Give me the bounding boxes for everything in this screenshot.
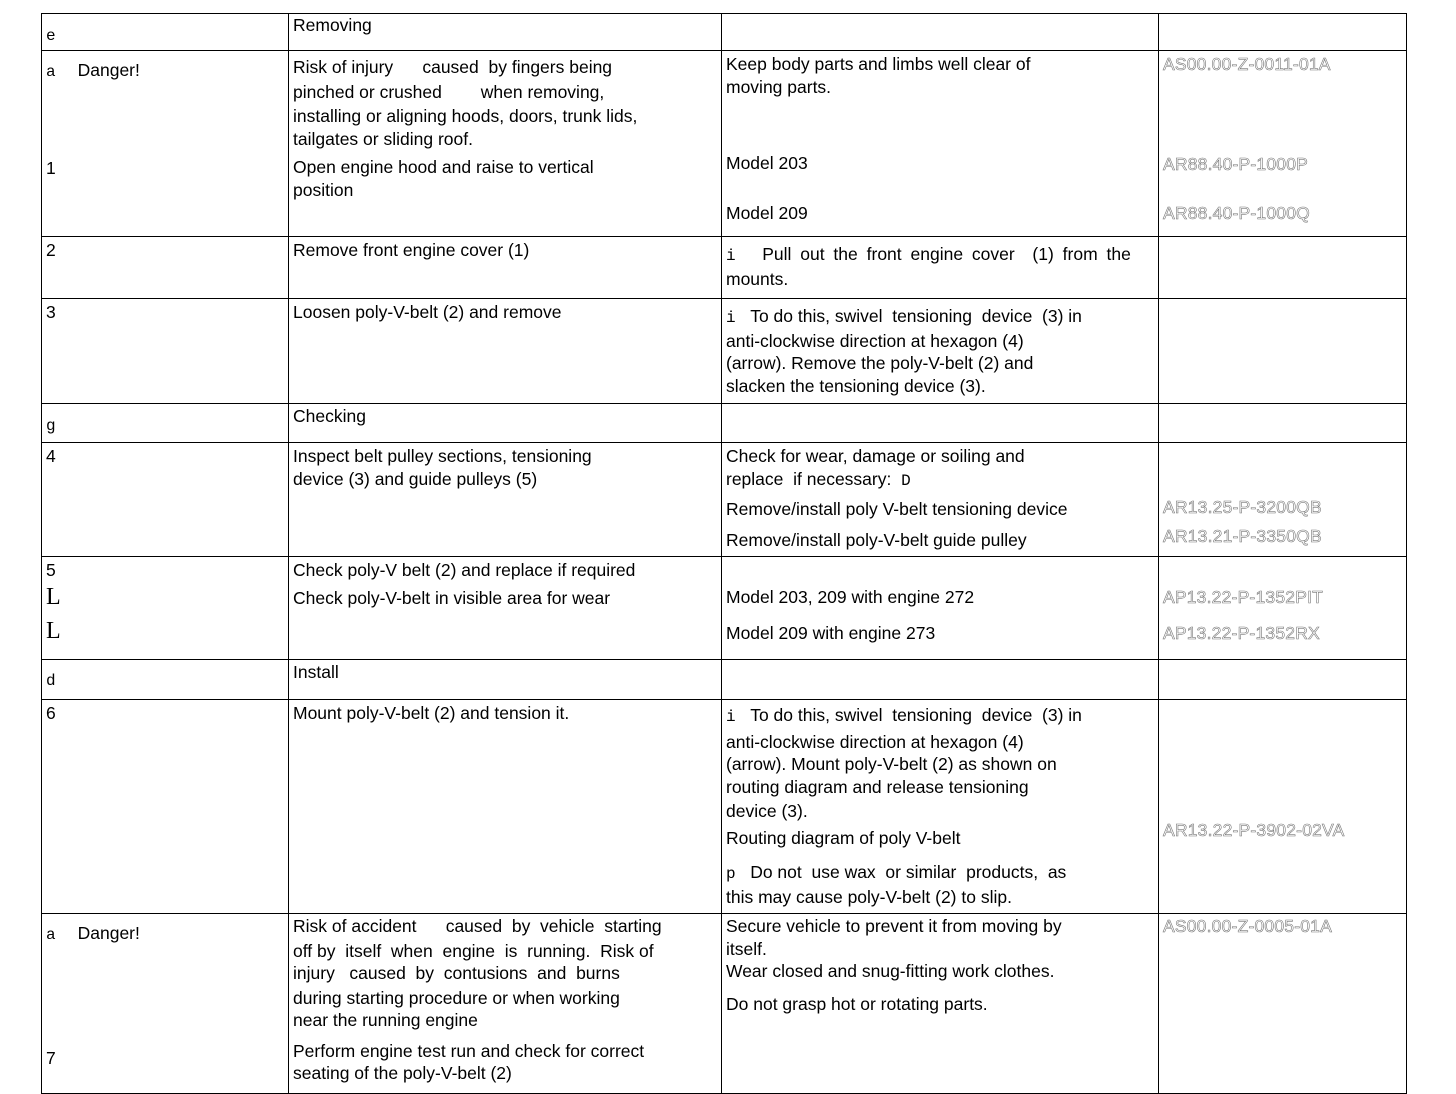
caution-symbol: p [726, 865, 736, 883]
step-row-6 [42, 700, 1407, 914]
document-symbol: D [901, 471, 911, 490]
document-reference-link[interactable]: AS00.00-Z-0011-01A [1163, 54, 1331, 74]
model-label: Model 209 [726, 202, 808, 223]
loupe-symbol: L [46, 584, 61, 610]
note-line: routing diagram and release tensioning [726, 776, 1029, 797]
warning-symbol-2: a [46, 926, 56, 944]
document-reference-link[interactable]: AP13.22-P-1352PIT [1163, 587, 1324, 607]
step-row-5 [42, 557, 1407, 660]
danger-hazard-line: installing or aligning hoods, doors, trunk lids, [293, 106, 638, 126]
document-reference-link[interactable]: AS00.00-Z-0005-01A [1163, 916, 1332, 936]
note-line: device (3). [726, 801, 808, 821]
step-text: Remove front engine cover (1) [293, 240, 530, 260]
step-number-2: 2 [46, 240, 56, 260]
section-title-cell [289, 14, 722, 51]
note-line: anti-clockwise direction at hexagon (4) [726, 330, 1024, 351]
info-symbol: i [726, 247, 736, 265]
document-reference-link[interactable]: AR13.21-P-3350QB [1163, 525, 1322, 546]
danger-hazard-line: Risk of injury caused by fingers being [293, 57, 613, 77]
step-number-6: 6 [46, 703, 56, 723]
danger-measure-line: itself. [726, 938, 767, 959]
step-number-5: 5 [46, 560, 56, 580]
step-number-7: 7 [46, 1047, 56, 1068]
install-symbol: d [46, 672, 56, 690]
danger-hazard-line: during starting procedure or when working [293, 987, 620, 1008]
note-line: slacken the tensioning device (3). [726, 375, 986, 396]
step-row-4 [42, 443, 1407, 557]
sub-step-text: Check poly-V-belt in visible area for wear [293, 587, 611, 608]
model-label: Model 203, 209 with engine 272 [726, 587, 975, 607]
diagram-title: Routing diagram of poly V-belt [726, 827, 961, 848]
danger-label-1: Danger! [77, 60, 140, 80]
model-label: Model 203 [726, 153, 808, 173]
danger-hazard-line: injury caused by contusions and burns [293, 963, 620, 983]
section-row-removing [42, 14, 1407, 51]
document-reference-link[interactable]: AR13.25-P-3200QB [1163, 497, 1322, 517]
danger-hazard-line: pinched or crushed when removing, [293, 81, 605, 102]
document-reference-link[interactable]: AR88.40-P-1000Q [1163, 203, 1310, 223]
step-text-line: Inspect belt pulley sections, tensioning [293, 446, 592, 466]
danger-row-2 [42, 914, 1407, 1094]
step-row-3 [42, 299, 1407, 404]
step-row-2 [42, 237, 1407, 299]
note-line: mounts. [726, 268, 789, 289]
info-symbol: i [726, 309, 736, 327]
step-text-line: seating of the poly-V-belt (2) [293, 1063, 512, 1083]
step-text: Mount poly-V-belt (2) and tension it. [293, 703, 570, 723]
section-row-checking [42, 404, 1407, 443]
document-reference-link[interactable]: AR13.22-P-3902-02VA [1163, 820, 1345, 840]
danger-measure-line: Wear closed and snug-fitting work clothes. [726, 961, 1055, 981]
section-row-install [42, 660, 1407, 700]
step-text: Loosen poly-V-belt (2) and remove [293, 302, 562, 322]
danger-hazard-line: tailgates or sliding roof. [293, 128, 473, 149]
step-text-line: Open engine hood and raise to vertical [293, 157, 594, 177]
danger-hazard-line: Risk of accident caused by vehicle starting [293, 916, 662, 936]
info-symbol: i [726, 708, 736, 726]
caution-line: Do not use wax or similar products, as [750, 862, 1067, 882]
danger-hazard-line: near the running engine [293, 1010, 478, 1030]
danger-measure-line: moving parts. [726, 76, 832, 97]
note-line: To do this, swivel tensioning device (3) in [750, 306, 1082, 326]
section-title-removing: Removing [293, 15, 372, 35]
step-text: Check poly-V belt (2) and replace if required [293, 560, 636, 580]
procedure-item: Remove/install poly V-belt tensioning device [726, 499, 1068, 519]
section-title-install: Install [293, 662, 339, 682]
removing-symbol: e [46, 27, 56, 45]
section-title-checking: Checking [293, 406, 366, 426]
note-line: (arrow). Remove the poly-V-belt (2) and [726, 353, 1034, 373]
danger-label-2: Danger! [77, 923, 140, 943]
step-number-4: 4 [46, 446, 56, 466]
procedure-item: Remove/install poly-V-belt guide pulley [726, 529, 1027, 550]
danger-measure-line: Secure vehicle to prevent it from moving by [726, 916, 1062, 936]
warning-symbol-1: a [46, 63, 56, 81]
note-line: anti-clockwise direction at hexagon (4) [726, 731, 1024, 752]
step-text-line: Perform engine test run and check for correct [293, 1040, 645, 1061]
check-line: Check for wear, damage or soiling and [726, 446, 1025, 466]
note-line: To do this, swivel tensioning device (3) in [750, 705, 1082, 725]
danger-measure-line: Keep body parts and limbs well clear of [726, 54, 1031, 74]
caution-line: this may cause poly-V-belt (2) to slip. [726, 886, 1012, 907]
checking-symbol: g [46, 417, 56, 435]
step-text-line: device (3) and guide pulleys (5) [293, 468, 538, 489]
section-symbol-cell [42, 14, 289, 51]
danger-row-1 [42, 51, 1407, 237]
model-label: Model 209 with engine 273 [726, 622, 936, 643]
loupe-symbol: L [46, 618, 61, 644]
procedure-table [41, 13, 1407, 1094]
document-reference-link[interactable]: AP13.22-P-1352RX [1163, 622, 1320, 643]
note-line: (arrow). Mount poly-V-belt (2) as shown on [726, 754, 1057, 774]
document-reference-link[interactable]: AR88.40-P-1000P [1163, 153, 1309, 174]
danger-hazard-line: off by itself when engine is running. Risk of [293, 940, 654, 961]
step-number-1: 1 [46, 157, 56, 178]
danger-measure-line: Do not grasp hot or rotating parts. [726, 993, 988, 1014]
step-text-line: position [293, 179, 354, 200]
note-line: Pull out the front engine cover (1) from the [762, 244, 1131, 264]
check-line: replace if necessary: [726, 468, 892, 489]
step-number-3: 3 [46, 302, 56, 322]
